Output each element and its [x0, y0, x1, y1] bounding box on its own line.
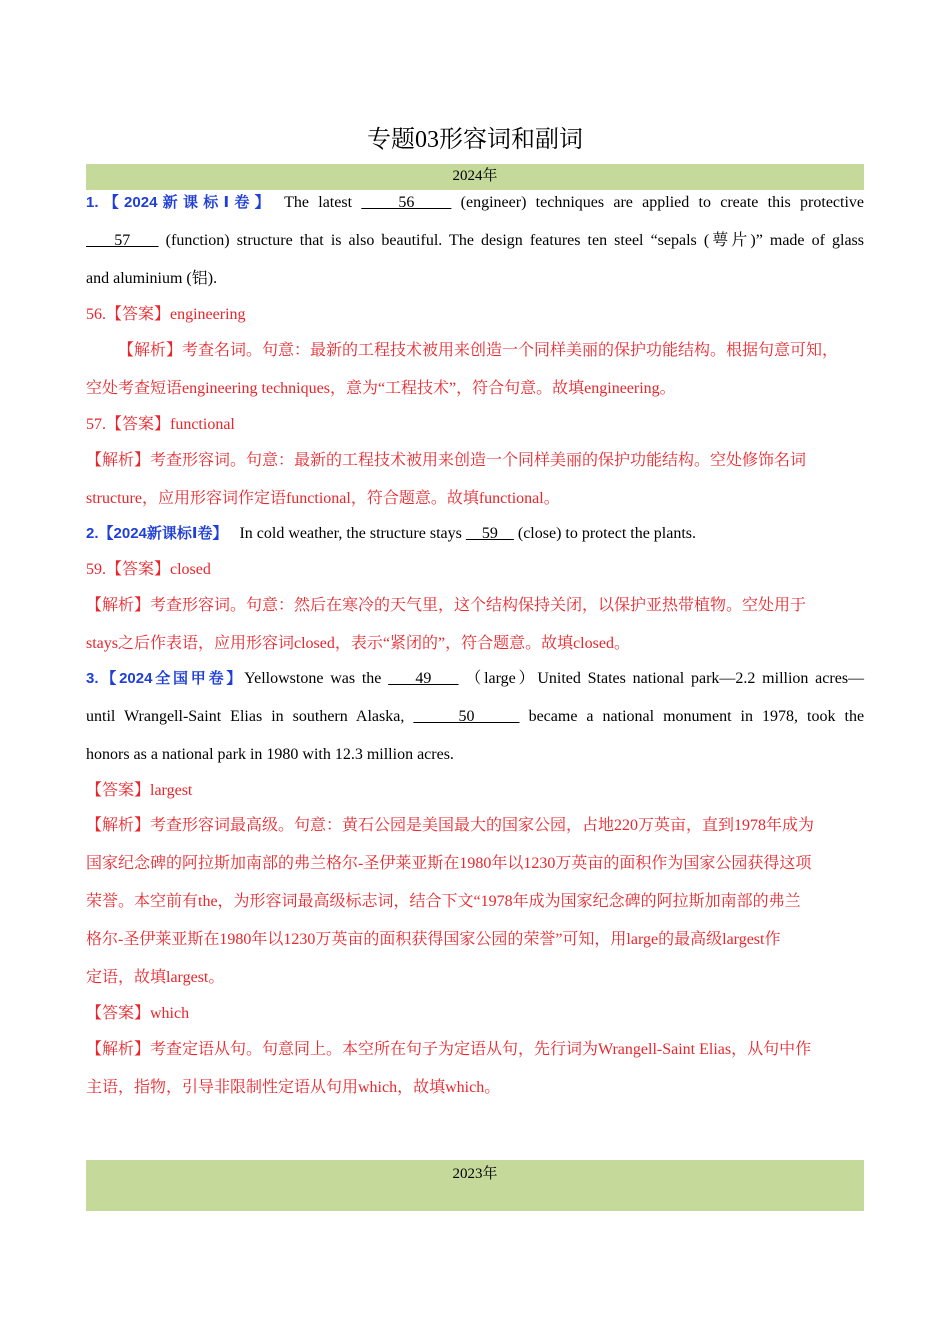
- answer-56: 56.【答案】engineering: [86, 306, 246, 323]
- blank-49: 49: [388, 670, 459, 687]
- blank-57: 57: [86, 232, 159, 249]
- explanation-49: 国家纪念碑的阿拉斯加南部的弗兰格尔-圣伊莱亚斯在1980年以1230万英亩的面积作为国家公园获得这项: [86, 855, 812, 872]
- q3-text: （large）United States national park—2.2 million acres—: [465, 670, 865, 687]
- q1-text: The latest: [284, 194, 353, 211]
- explanation-59: stays之后作表语，应用形容词closed，表示“紧闭的”，符合题意。故填closed。: [86, 635, 630, 652]
- q2-line-1: [86, 523, 864, 545]
- explanation-50: 【解析】考查定语从句。句意同上。本空所在句子为定语从句，先行词为Wrangell-Saint Elias，从句中作: [86, 1041, 812, 1058]
- explanation-49: 格尔-圣伊莱亚斯在1980年以1230万英亩的面积获得国家公园的荣誉”可知，用large的最高级largest作: [86, 931, 781, 948]
- explanation-57: structure，应用形容词作定语functional，符合题意。故填functional。: [86, 490, 560, 507]
- q3-text: became a national monument in 1978, took the: [528, 708, 865, 725]
- page-title: 专题03形容词和副词: [367, 127, 583, 153]
- explanation-59: 【解析】考查形容词。句意：然后在寒冷的天气里，这个结构保持关闭，以保护亚热带植物。空处用于: [86, 597, 807, 614]
- q3-source: 【2024全国甲卷】: [98, 670, 245, 687]
- q3-text: until Wrangell-Saint Elias in southern Alaska,: [86, 708, 405, 725]
- q2-source: 【2024新课标Ⅰ卷】: [98, 525, 228, 542]
- explanation-57: 【解析】考查形容词。句意：最新的工程技术被用来创造一个同样美丽的保护功能结构。空处修饰名词: [86, 452, 807, 469]
- answer-59: 59.【答案】closed: [86, 561, 211, 578]
- q3-line-1: [86, 668, 864, 690]
- q1-text: and aluminium (铝).: [86, 270, 218, 287]
- q1-text: (engineer) techniques are applied to create this protective: [460, 194, 865, 211]
- q1-line-1: [86, 192, 864, 214]
- answer-49: 【答案】largest: [86, 782, 193, 799]
- explanation-49: 定语，故填largest。: [86, 969, 225, 986]
- explanation-56: 空处考查短语engineering techniques，意为“工程技术”，符合句意。故填engineering。: [86, 380, 676, 397]
- blank-59: 59: [465, 525, 514, 542]
- blank-50: 50: [413, 708, 520, 725]
- q1-text: (function) structure that is also beautiful. The design features ten steel “sepals (萼片)” made of glass: [165, 232, 865, 249]
- q3-text: honors as a national park in 1980 with 12.3 million acres.: [86, 746, 454, 763]
- q1-number: 1.: [86, 194, 99, 211]
- blank-56: 56: [361, 194, 452, 211]
- q2-number: 2.: [86, 525, 99, 542]
- q3-text: Yellowstone was the: [244, 670, 382, 687]
- section-header-2023: 2023年: [86, 1160, 864, 1211]
- answer-50: 【答案】which: [86, 1005, 190, 1022]
- explanation-56: 【解析】考查名词。句意：最新的工程技术被用来创造一个同样美丽的保护功能结构。根据句意可知，: [118, 342, 839, 359]
- section-header-2024: 2024年: [86, 164, 864, 190]
- explanation-49: 荣誉。本空前有the，为形容词最高级标志词，结合下文“1978年成为国家纪念碑的阿拉斯加南部的弗兰: [86, 893, 801, 910]
- q1-source: 【2024新课标Ⅰ卷】: [98, 194, 275, 211]
- q2-text: (close) to protect the plants.: [517, 525, 697, 542]
- explanation-49: 【解析】考查形容词最高级。句意：黄石公园是美国最大的国家公园，占地220万英亩，直到1978年成为: [86, 817, 815, 834]
- q3-line-2: [86, 706, 864, 728]
- q1-line-2: [86, 230, 864, 252]
- explanation-50: 主语，指物，引导非限制性定语从句用which，故填which。: [86, 1079, 501, 1096]
- answer-57: 57.【答案】functional: [86, 416, 235, 433]
- q2-text: In cold weather, the structure stays: [239, 525, 462, 542]
- q3-number: 3.: [86, 670, 99, 687]
